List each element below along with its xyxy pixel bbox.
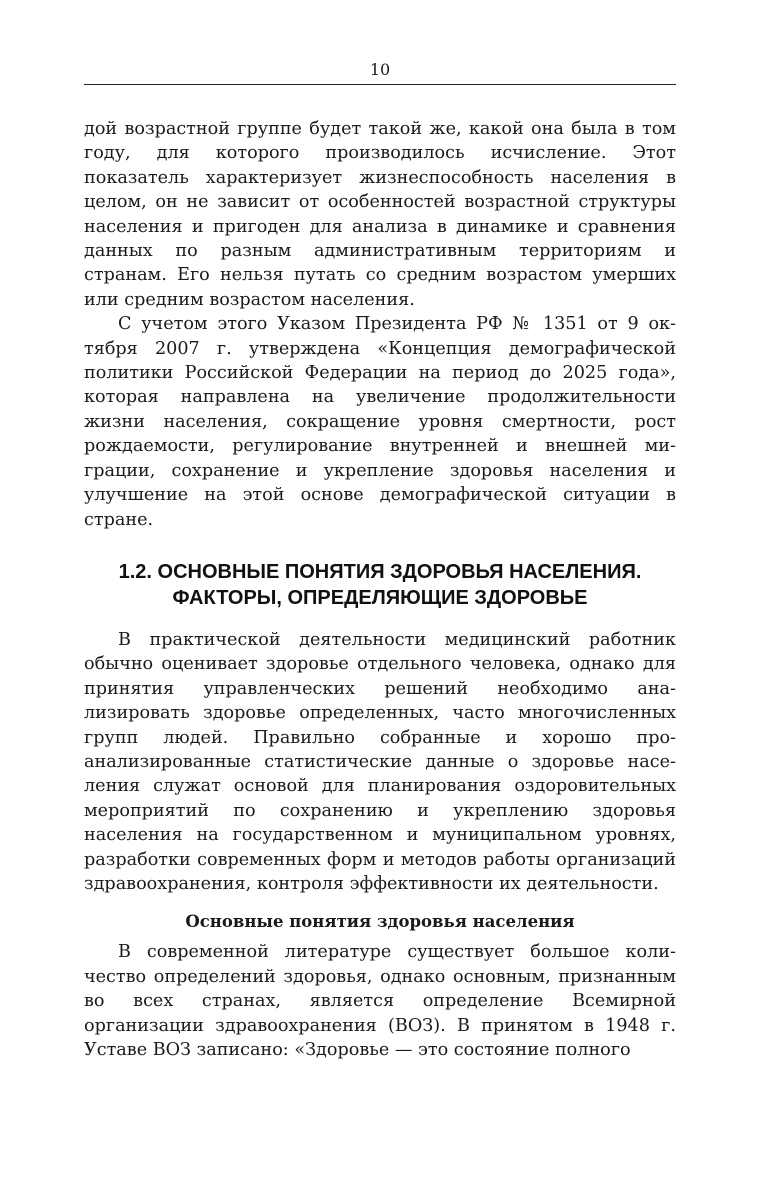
section-heading-line-1: 1.2. ОСНОВНЫЕ ПОНЯТИЯ ЗДОРОВЬЯ НАСЕЛЕНИЯ. [118,560,642,583]
page-number: 10 [369,60,391,79]
paragraph-who-definition: В современной литературе существует большое количество определений здоровья, однако основным, признанным во всех странах, является определение Всемирной организации здравоохранения (ВОЗ). В принятом в 1948 г. Уставе ВОЗ записано: «Здоровье — это состояние полного [84,942,676,1060]
paragraph-practical-activity: В практической деятельности медицинский работник обычно оценивает здоровье отдельного человека, однако для принятия управленческих решений необходимо анализировать здоровье определенных, часто многочисленных групп людей. Правильно собранные и хорошо проанализированные статистические данные о здоровье населения служат основой для планирования оздоровительных мероприятий по сохранению и укреплению здоровья населения на государственном и муниципальном уровнях, разработки современных форм и методов работы организаций здравоохранения, контроля эффективности их деятельности. [84,629,676,894]
section-heading [84,559,676,611]
subsection-heading: Основные понятия здоровья населения [185,912,575,932]
paragraph-concept-policy: С учетом этого Указом Президента РФ № 1351 от 9 октября 2007 г. утверждена «Концепция демографической политики Российской Федерации на период до 2025 года», которая направлена на увеличение продолжительности жизни населения, сокращение уровня смертности, рост рождаемости, регулирование внутренней и внешней миграции, сохранение и укрепление здоровья населения и улучшение на этой основе демографической ситуации в стране. [84,314,676,530]
page-body [84,117,676,1062]
section-heading-line-2: ФАКТОРЫ, ОПРЕДЕЛЯЮЩИЕ ЗДОРОВЬЕ [172,586,588,609]
page-header [84,60,676,85]
paragraph-continuation: дой возрастной группе будет такой же, какой она была в том году, для которого производилось исчисление. Этот показатель характеризует жизнеспособность населения в целом, он не зависит от особенностей возрастной структуры населения и пригоден для анализа в динамике и сравнения данных по разным административным территориям и странам. Его нельзя путать со средним возрастом умерших или средним возрастом населения. [84,119,676,310]
